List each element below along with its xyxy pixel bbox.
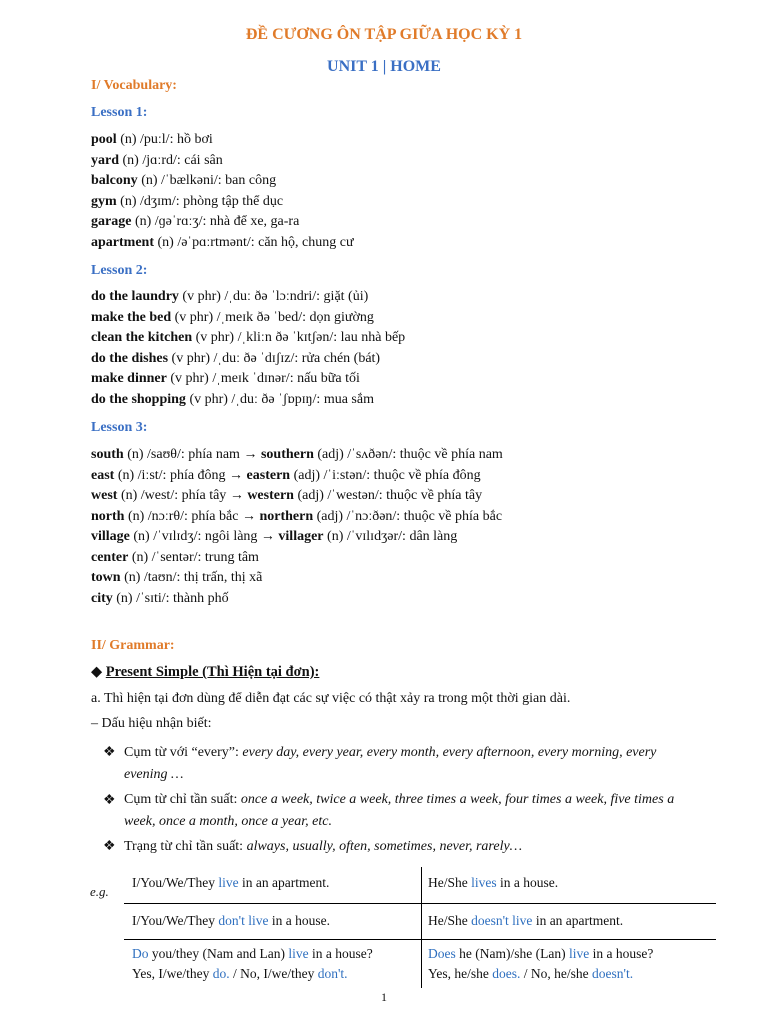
- vocab-row: gym (n) /dʒɪm/: phòng tập thể dục: [91, 193, 284, 209]
- bullet-diamond-icon: ❖: [103, 793, 116, 808]
- bullet-diamond-icon: ❖: [103, 745, 116, 760]
- bullet-item: Cụm từ chỉ tần suất: once a week, twice a week, three times a week, four times a week, five times a week, once a month, once a year, etc.: [124, 792, 675, 829]
- example-table: [124, 867, 716, 988]
- unit-heading: UNIT 1 | HOME: [327, 58, 441, 75]
- vocab-row: west (n) /west/: phía tây → western (adj) /ˈwestən/: thuộc về phía tây: [91, 488, 483, 503]
- vocab-row: yard (n) /jɑːrd/: cái sân: [91, 152, 223, 168]
- vocab-row: make dinner (v phr) /ˌmeɪk ˈdɪnər/: nấu bữa tối: [91, 371, 360, 386]
- table-row: [124, 940, 716, 989]
- example-label: e.g.: [90, 884, 109, 899]
- diamond-bullet-icon: ◆: [91, 664, 103, 680]
- vocab-row: make the bed (v phr) /ˌmeɪk ðə ˈbed/: dọn giường: [91, 309, 374, 325]
- vocab-row: do the shopping (v phr) /ˌduː ðə ˈʃɒpɪŋ/: mua sắm: [91, 391, 374, 407]
- table-row: [124, 904, 716, 940]
- lesson-2-vocab-list: [91, 287, 405, 410]
- vocab-row: town (n) /taʊn/: thị trấn, thị xã: [91, 570, 263, 585]
- document-title: ĐỀ CƯƠNG ÔN TẬP GIỮA HỌC KỲ 1: [245, 26, 523, 43]
- arrow-right-icon: →: [241, 508, 256, 524]
- signs-label: – Dấu hiệu nhận biết:: [91, 716, 212, 731]
- table-cell: I/You/We/They live in an apartment.: [124, 867, 422, 904]
- table-cell: He/She lives in a house.: [422, 867, 717, 904]
- vocab-row: do the laundry (v phr) /ˌduː ðə ˈlɔːndri/: giặt (ủi): [91, 289, 369, 304]
- vocab-row: north (n) /nɔːrθ/: phía bắc → northern (adj) /ˈnɔːðən/: thuộc về phía bắc: [91, 508, 503, 524]
- grammar-heading: II/ Grammar:: [91, 638, 175, 653]
- vocab-row: garage (n) /ɡəˈrɑːʒ/: nhà để xe, ga-ra: [91, 214, 300, 229]
- arrow-right-icon: →: [229, 488, 244, 503]
- lesson-1-vocab-list: [91, 130, 354, 253]
- table-cell: Does he (Nam)/she (Lan) live in a house? Yes, he/she does. / No, he/she doesn't.: [428, 946, 654, 981]
- vocab-row: east (n) /iːst/: phía đông → eastern (adj) /ˈiːstən/: thuộc về phía đông: [91, 467, 481, 483]
- vocab-row: south (n) /saʊθ/: phía nam → southern (adj) /ˈsʌðən/: thuộc về phía nam: [91, 447, 503, 462]
- table-cell: Do you/they (Nam and Lan) live in a house? Yes, I/we/they do. / No, I/we/they don't.: [124, 940, 422, 989]
- present-simple-heading: ◆ Present Simple (Thì Hiện tại đơn):: [91, 664, 320, 680]
- paragraph-a: a. Thì hiện tại đơn dùng để diễn đạt các sự việc có thật xảy ra trong một thời gian dài.: [91, 691, 571, 706]
- table-row: [124, 867, 716, 904]
- bullet-item: Cụm từ với “every”: every day, every year, every month, every afternoon, every morning, every evening …: [124, 745, 657, 782]
- page-number: 1: [381, 990, 387, 1004]
- lesson-3-label: Lesson 3:: [91, 420, 148, 435]
- bullet-diamond-icon: ❖: [103, 839, 116, 854]
- vocab-row: clean the kitchen (v phr) /ˌkliːn ðə ˈkɪtʃən/: lau nhà bếp: [91, 330, 406, 345]
- table-cell: He/She doesn't live in an apartment.: [422, 904, 717, 940]
- lesson-1-label: Lesson 1:: [91, 105, 148, 120]
- arrow-right-icon: →: [260, 529, 275, 544]
- lesson-3-vocab-list: [91, 445, 503, 609]
- vocabulary-heading: I/ Vocabulary:: [91, 78, 177, 93]
- arrow-right-icon: →: [243, 447, 258, 462]
- vocab-row: center (n) /ˈsentər/: trung tâm: [91, 549, 259, 565]
- table-cell: I/You/We/They don't live in a house.: [124, 904, 422, 940]
- vocab-row: city (n) /ˈsɪti/: thành phố: [91, 590, 229, 606]
- arrow-right-icon: →: [229, 467, 244, 483]
- vocab-row: balcony (n) /ˈbælkəni/: ban công: [91, 173, 277, 188]
- vocab-row: village (n) /ˈvɪlɪdʒ/: ngôi làng → villager (n) /ˈvɪlɪdʒər/: dân làng: [91, 529, 458, 544]
- vocab-row: do the dishes (v phr) /ˌduː ðə ˈdɪʃɪz/: rửa chén (bát): [91, 350, 381, 366]
- vocab-row: apartment (n) /əˈpɑːrtmənt/: căn hộ, chung cư: [91, 234, 354, 250]
- lesson-2-label: Lesson 2:: [91, 263, 148, 278]
- vocab-row: pool (n) /puːl/: hồ bơi: [91, 132, 213, 147]
- bullet-item: Trạng từ chỉ tần suất: always, usually, often, sometimes, never, rarely…: [124, 839, 523, 854]
